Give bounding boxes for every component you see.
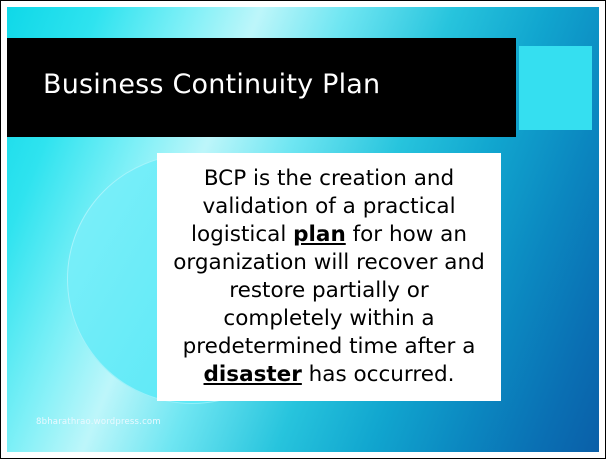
slide-title: Business Continuity Plan xyxy=(43,69,381,100)
accent-square xyxy=(519,46,592,130)
body-text-box xyxy=(157,153,501,401)
body-text-run: has occurred. xyxy=(301,361,455,387)
presentation-slide xyxy=(7,7,599,452)
emphasized-term: plan xyxy=(293,221,346,247)
body-text-run: BCP is the creation and validation of a practical logistical xyxy=(191,166,456,247)
body-text-run: for how an organization will recover and restore partially or completely within a predetermined time after a xyxy=(173,221,485,359)
emphasized-term: disaster xyxy=(203,361,302,387)
body-paragraph xyxy=(167,165,491,389)
credit-watermark: 8bharathrao.wordpress.com xyxy=(36,417,161,427)
